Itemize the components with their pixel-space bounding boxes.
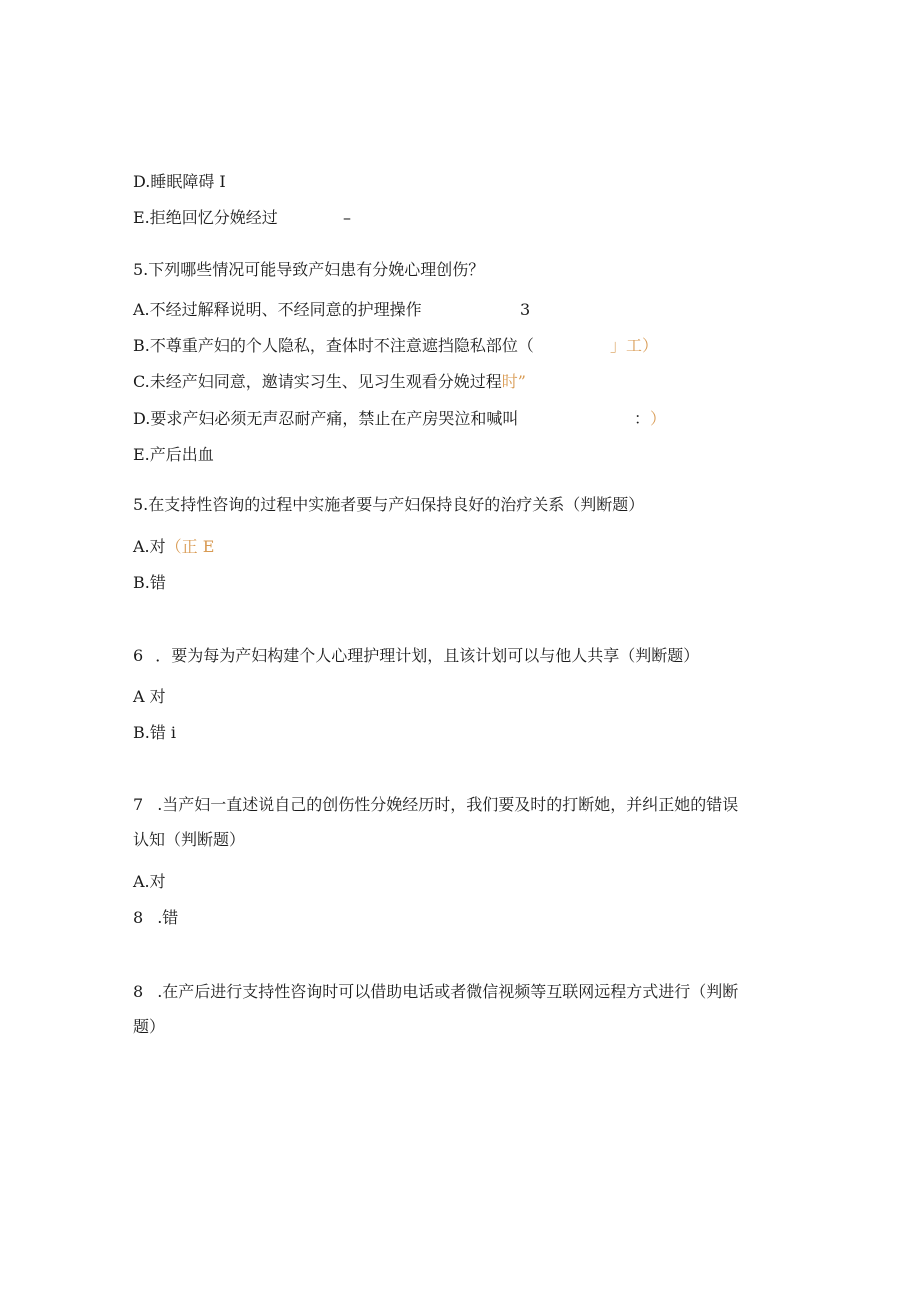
q8-question-line2: 题） bbox=[133, 1017, 166, 1036]
q5a-option-d-mark1: ： bbox=[634, 409, 651, 428]
q5a-option-a-mark: 3 bbox=[520, 300, 531, 319]
q8-question-line1 bbox=[133, 981, 738, 1003]
q5a-option-c-text: C.未经产妇同意，邀请实习生、见习生观看分娩过程 bbox=[133, 372, 502, 391]
q6-number: 6 bbox=[133, 646, 144, 665]
q7-question-line2: 认知（判断题） bbox=[133, 830, 246, 849]
q5b-option-a-mark: （正 E bbox=[165, 537, 215, 556]
q4-option-e: E.拒绝回忆分娩经过 bbox=[133, 208, 278, 227]
q5a-option-e: E.产后出血 bbox=[133, 445, 214, 464]
q5a-question: 5.下列哪些情况可能导致产妇患有分娩心理创伤？ bbox=[133, 260, 485, 279]
q7-option-b-number: 8 bbox=[133, 908, 144, 927]
q7-option-b bbox=[133, 907, 178, 929]
q5a-option-c-mark: 时” bbox=[501, 372, 526, 391]
q5b-option-a-text: A.对 bbox=[133, 537, 166, 556]
q8-number: 8 bbox=[133, 982, 144, 1001]
q7-option-a: A.对 bbox=[133, 872, 166, 891]
q5b-option-a bbox=[133, 536, 214, 558]
q5a-option-b: B.不尊重产妇的个人隐私，查体时不注意遮挡隐私部位（ bbox=[133, 336, 534, 355]
q6-question-text: ．要为每为产妇构建个人心理护理计划，且该计划可以与他人共享（判断题） bbox=[155, 646, 700, 665]
q7-question-line1 bbox=[133, 794, 738, 816]
q6-option-b: B.错 i bbox=[133, 723, 177, 742]
q8-question-text: .在产后进行支持性咨询时可以借助电话或者微信视频等互联网远程方式进行（判断 bbox=[157, 982, 739, 1001]
q7-number: 7 bbox=[133, 795, 144, 814]
q5a-option-c bbox=[133, 371, 526, 393]
q5a-option-a: A.不经过解释说明、不经同意的护理操作 bbox=[133, 300, 422, 319]
q5a-option-d-mark2: ） bbox=[650, 409, 667, 428]
q5b-question: 5.在支持性咨询的过程中实施者要与产妇保持良好的治疗关系（判断题） bbox=[133, 495, 645, 514]
q4-option-d: D.睡眠障碍 I bbox=[133, 172, 226, 191]
q5a-option-d: D.要求产妇必须无声忍耐产痛，禁止在产房哭泣和喊叫 bbox=[133, 409, 519, 428]
q5b-option-b: B.错 bbox=[133, 573, 166, 592]
q5a-option-b-mark: 」工） bbox=[610, 336, 659, 355]
q4-option-e-mark: – bbox=[343, 208, 351, 227]
q7-question-text: .当产妇一直述说自己的创伤性分娩经历时，我们要及时的打断她，并纠正她的错误 bbox=[157, 795, 739, 814]
q6-option-a: A 对 bbox=[133, 687, 166, 706]
q6-question bbox=[133, 645, 699, 667]
q7-option-b-text: .错 bbox=[157, 908, 179, 927]
